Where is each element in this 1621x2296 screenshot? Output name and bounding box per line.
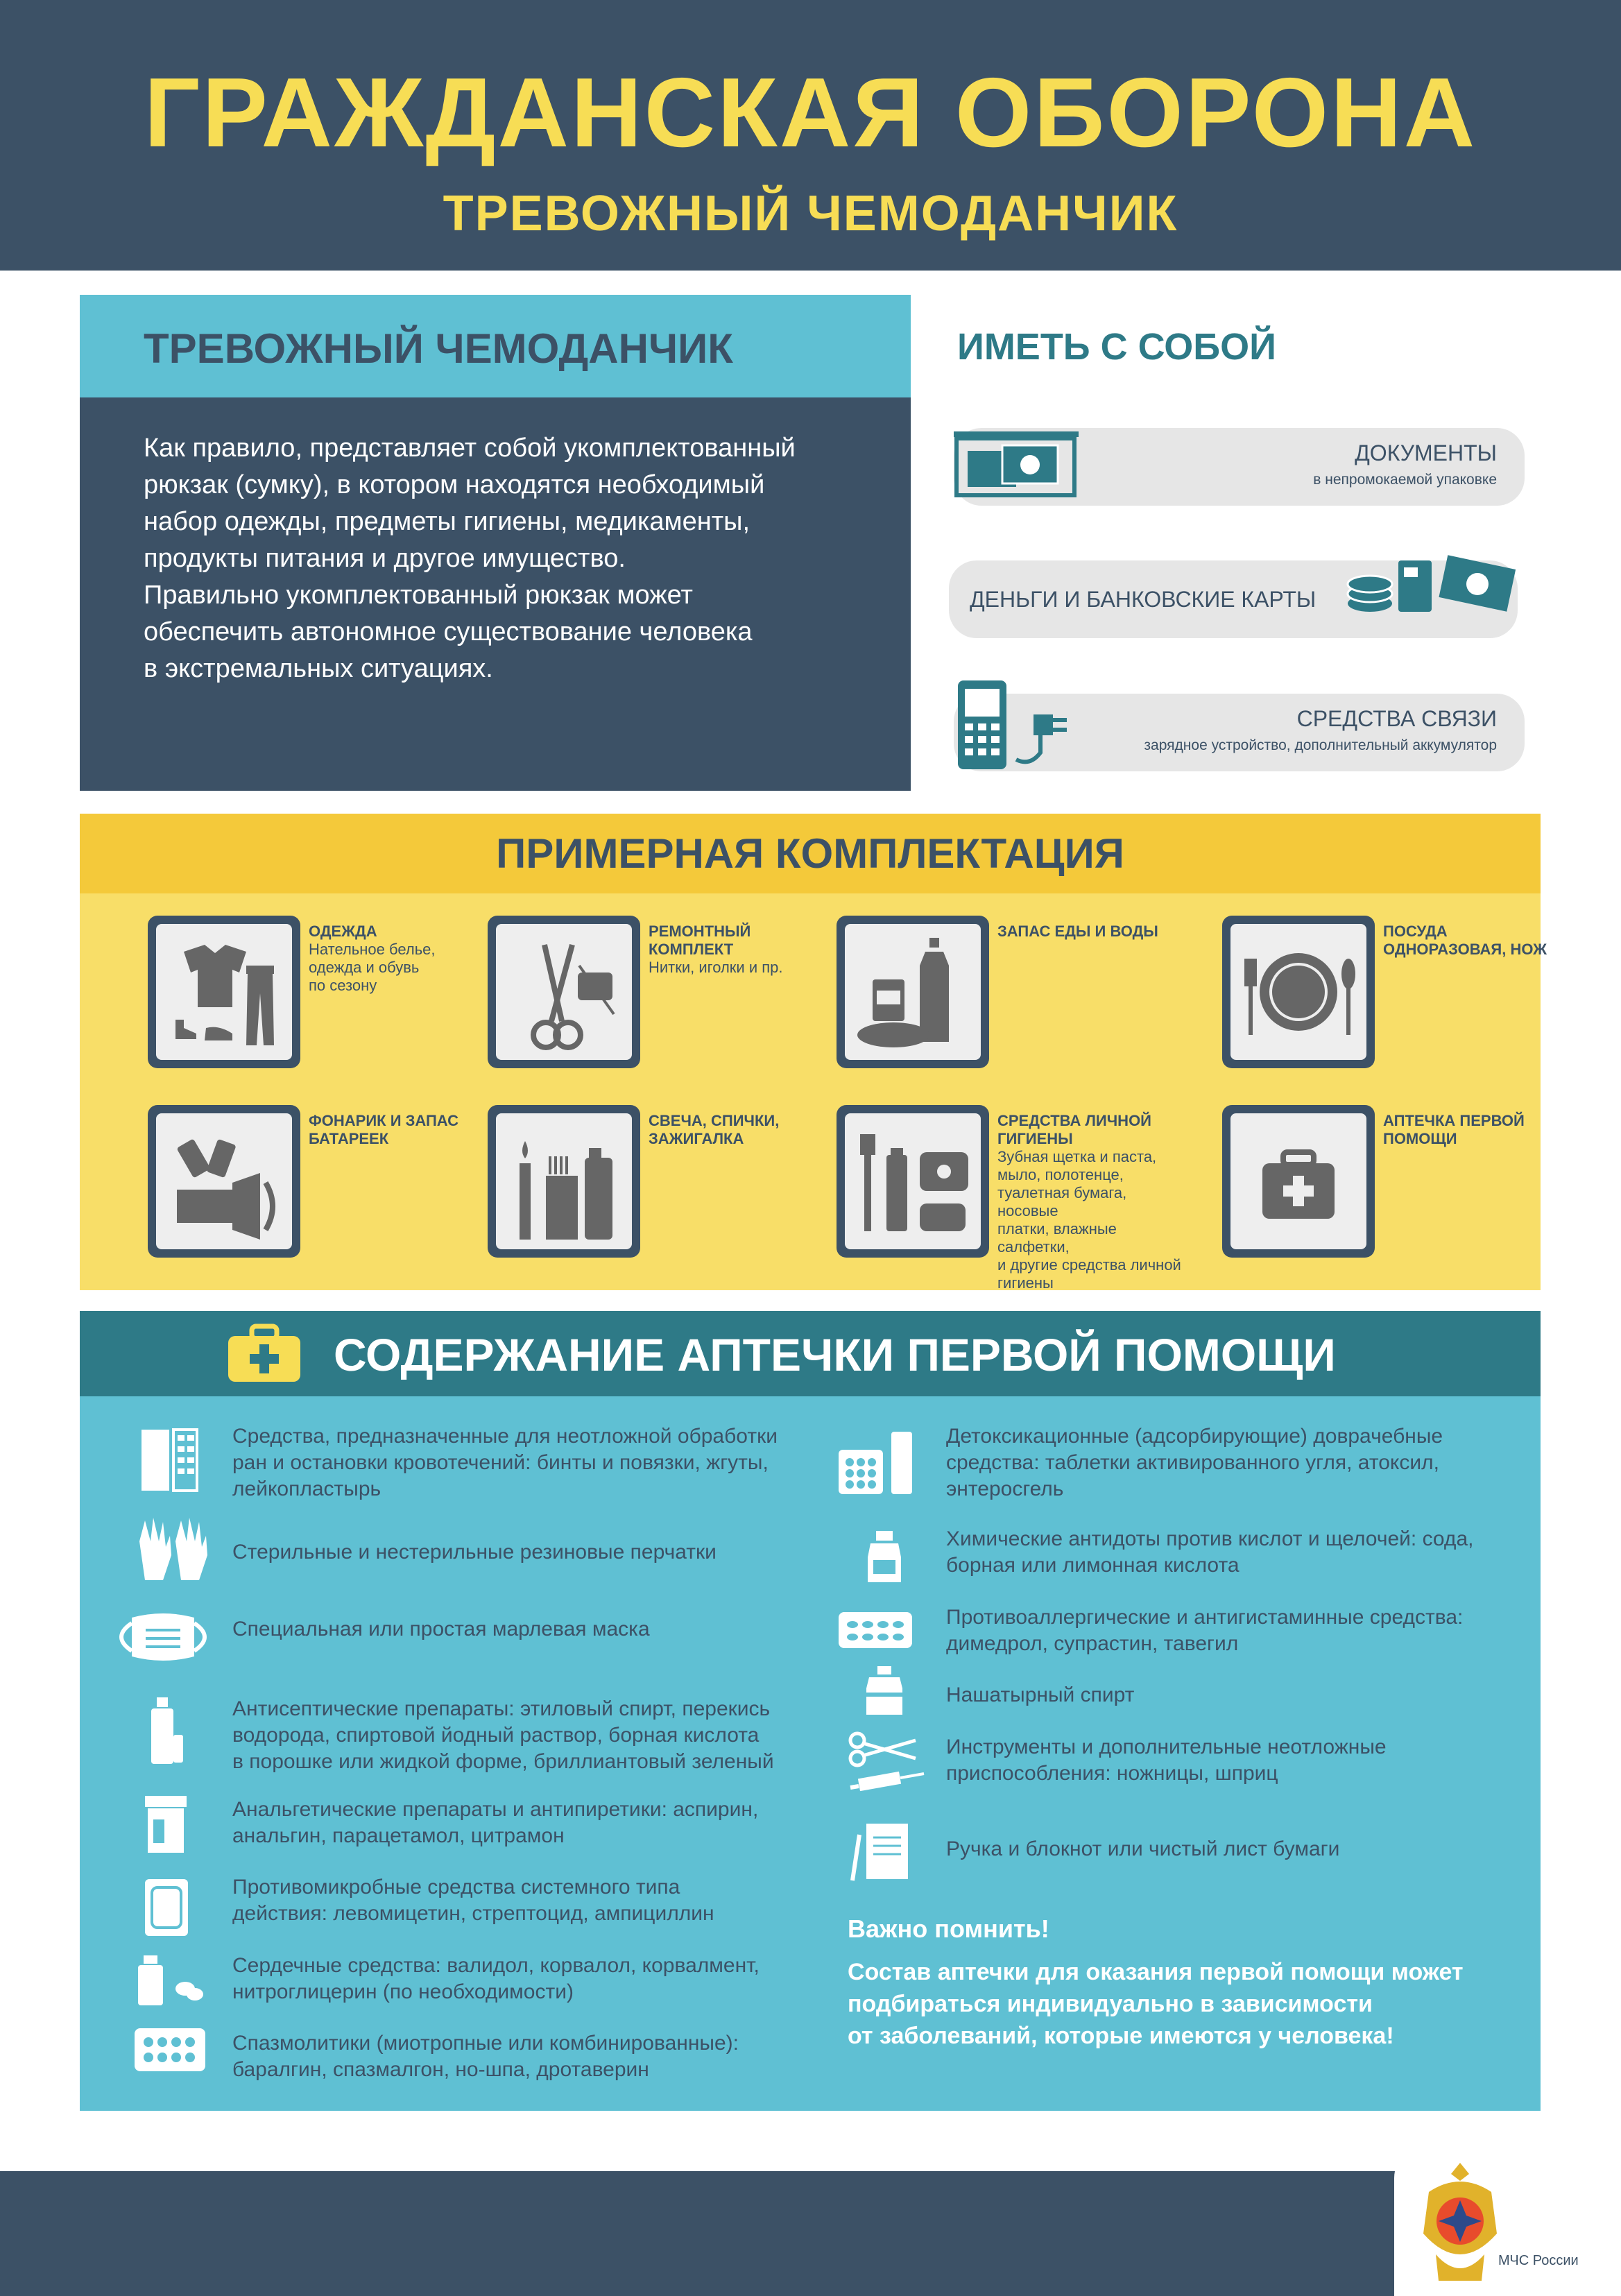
first-aid-kit-icon xyxy=(1230,1113,1366,1249)
page-title: ГРАЖДАНСКАЯ ОБОРОНА xyxy=(144,58,1477,168)
kit-tile xyxy=(488,1105,640,1258)
mask-icon xyxy=(104,1609,222,1665)
kit-tile xyxy=(148,1105,300,1258)
aid-line: энтеросгель xyxy=(946,1477,1064,1500)
intro-line: в экстремальных ситуациях. xyxy=(144,654,493,683)
logo-area xyxy=(1394,2143,1621,2296)
activated-charcoal-icon xyxy=(836,1429,919,1498)
kit-label: СРЕДСТВА ЛИЧНОЙ ГИГИЕНЫ xyxy=(997,1112,1151,1147)
aid-line: в порошке или жидкой форме, бриллиантовый зеленый xyxy=(232,1750,774,1773)
intro-header xyxy=(80,295,911,397)
plate-cutlery-icon xyxy=(1230,924,1366,1060)
kit-tile xyxy=(148,916,300,1068)
kit-desc-line: мыло, полотенце, xyxy=(997,1166,1124,1183)
documents-label: ДОКУМЕНТЫ xyxy=(1355,440,1497,465)
aid-line: водорода, спиртовой йодный раствор, борная кислота xyxy=(232,1724,760,1747)
aid-line: баралгин, спазмалгон, но-шпа, дротаверин xyxy=(232,2058,649,2081)
aid-item xyxy=(232,1423,778,1502)
aid-line: борная или лимонная кислота xyxy=(946,1554,1240,1577)
aid-line: димедрол, супрастин, тавегил xyxy=(946,1632,1239,1655)
aid-item xyxy=(946,1423,1443,1502)
comms-label: СРЕДСТВА СВЯЗИ xyxy=(1296,706,1497,731)
aid-line: Антисептические препараты: этиловый спирт, перекись xyxy=(232,1697,771,1720)
important-line: подбираться индивидуально в зависимости xyxy=(848,1991,1373,2017)
page-header xyxy=(0,0,1621,271)
intro-line: рюкзак (сумку), в котором находятся необходимый xyxy=(144,470,765,499)
antihistamine-blister-icon xyxy=(836,1609,916,1651)
antidote-bottle-icon xyxy=(864,1530,905,1585)
aid-item xyxy=(946,1682,1134,1708)
page-footer xyxy=(0,2171,1621,2296)
money-label: ДЕНЬГИ И БАНКОВСКИЕ КАРТЫ xyxy=(970,587,1316,612)
intro-line: продукты питания и другое имущество. xyxy=(144,544,626,573)
first-aid-title: СОДЕРЖАНИЕ АПТЕЧКИ ПЕРВОЙ ПОМОЩИ xyxy=(334,1329,1336,1380)
aid-item xyxy=(232,1797,758,1849)
aid-line: Химические антидоты против кислот и щелочей: сода, xyxy=(946,1527,1474,1550)
ammonia-bottle-icon xyxy=(864,1665,905,1717)
kit-desc-line: гигиены xyxy=(997,1274,1054,1292)
aid-line: Нашатырный спирт xyxy=(946,1684,1135,1706)
documents-icon xyxy=(947,423,1086,499)
candle-matches-icon xyxy=(496,1113,632,1249)
aid-line: Средства, предназначенные для неотложной обработки xyxy=(232,1425,778,1448)
kit-label: ЗАПАС ЕДЫ И ВОДЫ xyxy=(997,923,1158,940)
kit-desc-line: Нитки, иголки и пр. xyxy=(649,959,783,976)
kit-desc-line: туалетная бумага, носовые xyxy=(997,1184,1127,1219)
notepad-pen-icon xyxy=(850,1821,912,1883)
aid-line: Спазмолитики (миотропные или комбинированные): xyxy=(232,2032,739,2055)
emercom-emblem-icon xyxy=(1415,2157,1505,2289)
aid-item xyxy=(946,1526,1473,1579)
aid-line: Анальгетические препараты и антипиретики: аспирин, xyxy=(232,1798,759,1821)
intro-title: ТРЕВОЖНЫЙ ЧЕМОДАНЧИК xyxy=(144,325,733,372)
first-aid-case-icon xyxy=(225,1323,303,1385)
aid-line: лейкопластырь xyxy=(232,1477,381,1500)
bandage-icon xyxy=(139,1425,201,1495)
documents-sub: в непромокаемой упаковке xyxy=(1313,472,1497,488)
aid-line: Ручка и блокнот или чистый лист бумаги xyxy=(946,1837,1340,1860)
kit-tile xyxy=(1222,1105,1375,1258)
aid-line: Специальная или простая марлевая маска xyxy=(232,1618,650,1640)
aid-line: Сердечные средства: валидол, корвалол, корвалмент, xyxy=(232,1954,760,1977)
aid-line: нитроглицерин (по необходимости) xyxy=(232,1980,574,2003)
aid-item xyxy=(232,1696,774,1775)
first-aid-header xyxy=(80,1311,1541,1396)
aid-line: приспособления: ножницы, шприц xyxy=(946,1762,1278,1785)
aid-line: анальгин, парацетамол, цитрамон xyxy=(232,1824,565,1847)
pill-jar-icon xyxy=(142,1793,191,1856)
intro-line: набор одежды, предметы гигиены, медикаменты, xyxy=(144,507,751,536)
aid-line: Инструменты и дополнительные неотложные xyxy=(946,1736,1387,1758)
kit-desc-line: Зубная щетка и паста, xyxy=(997,1148,1157,1165)
intro-line: обеспечить автономное существование человека xyxy=(144,617,753,646)
aid-item xyxy=(232,2030,739,2083)
money-cards-icon xyxy=(1339,548,1519,624)
scissors-thread-icon xyxy=(496,924,632,1060)
aid-line: Противомикробные средства системного типа xyxy=(232,1876,680,1899)
have-with-you-title: ИМЕТЬ С СОБОЙ xyxy=(957,326,1276,368)
flashlight-batteries-icon xyxy=(156,1113,292,1249)
hygiene-icon xyxy=(845,1113,981,1249)
intro-section xyxy=(80,295,911,791)
intro-line: Как правило, представляет собой укомплектованный xyxy=(144,434,796,463)
aid-item xyxy=(946,1604,1463,1657)
comms-sub: зарядное устройство, дополнительный аккумулятор xyxy=(1144,737,1497,753)
kit-desc-line: по сезону xyxy=(309,977,377,994)
page-subtitle: ТРЕВОЖНЫЙ ЧЕМОДАНЧИК xyxy=(443,186,1178,241)
kit-header xyxy=(80,814,1541,893)
kit-label: СВЕЧА, СПИЧКИ, ЗАЖИГАЛКА xyxy=(649,1112,780,1147)
kit-desc-line: платки, влажные салфетки, xyxy=(997,1220,1117,1256)
aid-line: действия: левомицетин, стрептоцид, ампициллин xyxy=(232,1902,714,1925)
important-title: Важно помнить! xyxy=(848,1914,1049,1943)
kit-label: АПТЕЧКА ПЕРВОЙ ПОМОЩИ xyxy=(1383,1112,1525,1147)
kit-label: ФОНАРИК И ЗАПАС БАТАРЕЕК xyxy=(309,1112,459,1147)
kit-tile xyxy=(1222,916,1375,1068)
kit-tile xyxy=(837,1105,989,1258)
kit-desc-line: и другие средства личной xyxy=(997,1256,1181,1274)
antimicrobial-pack-icon xyxy=(142,1876,191,1939)
important-line: от заболеваний, которые имеются у человека! xyxy=(848,2023,1394,2049)
kit-desc-line: одежда и обувь xyxy=(309,959,420,976)
kit-label: ПОСУДА ОДНОРАЗОВАЯ, НОЖ xyxy=(1383,923,1547,958)
intro-line: Правильно укомплектованный рюкзак может xyxy=(144,581,693,610)
kit-label: РЕМОНТНЫЙ КОМПЛЕКТ xyxy=(649,923,751,958)
kit-desc-line: Нательное белье, xyxy=(309,941,436,958)
aid-item xyxy=(232,1874,714,1927)
food-water-icon xyxy=(845,924,981,1060)
aid-item xyxy=(232,1616,650,1643)
aid-line: средства: таблетки активированного угля, атоксил, xyxy=(946,1451,1439,1474)
aid-line: ран и остановки кровотечений: бинты и повязки, жгуты, xyxy=(232,1451,769,1474)
clothing-icon xyxy=(156,924,292,1060)
kit-tile xyxy=(488,916,640,1068)
important-line: Состав аптечки для оказания первой помощи может xyxy=(848,1959,1464,1985)
kit-label: ОДЕЖДА xyxy=(309,923,377,940)
intro-text xyxy=(144,430,879,687)
important-text xyxy=(848,1956,1513,2052)
blister-pack-icon xyxy=(132,2025,208,2074)
gloves-icon xyxy=(135,1514,212,1583)
aid-line: Детоксикационные (адсорбирующие) доврачебные xyxy=(946,1425,1443,1448)
scissors-syringe-icon xyxy=(846,1731,929,1800)
aid-line: Противоаллергические и антигистаминные средства: xyxy=(946,1606,1464,1629)
logo-text: МЧС России xyxy=(1498,2253,1579,2268)
cardiac-meds-icon xyxy=(135,1953,205,2008)
aid-item xyxy=(946,1836,1339,1862)
kit-tile xyxy=(837,916,989,1068)
antiseptic-bottle-icon xyxy=(144,1696,186,1765)
aid-item xyxy=(232,1539,717,1566)
aid-line: Стерильные и нестерильные резиновые перчатки xyxy=(232,1541,717,1563)
aid-item xyxy=(946,1734,1387,1787)
phone-charger-icon xyxy=(954,676,1079,773)
aid-item xyxy=(232,1953,760,2005)
kit-title: ПРИМЕРНАЯ КОМПЛЕКТАЦИЯ xyxy=(496,830,1124,877)
